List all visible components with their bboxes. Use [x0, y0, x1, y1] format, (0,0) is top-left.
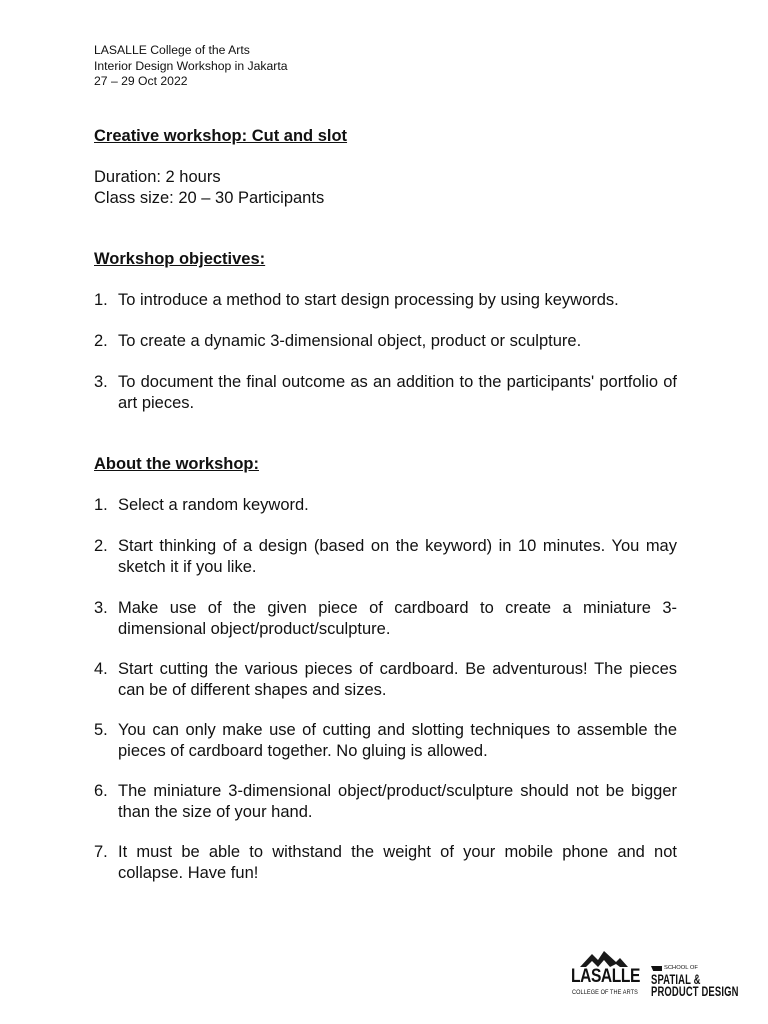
school-name-line2: PRODUCT DESIGN	[651, 984, 739, 999]
lasalle-tagline: COLLEGE OF THE ARTS	[572, 989, 638, 996]
about-item	[94, 720, 677, 761]
about-number: 4.	[94, 660, 108, 678]
header-event: Interior Design Workshop in Jakarta	[94, 58, 288, 73]
school-name-line1: SPATIAL &	[651, 972, 701, 987]
objective-item	[94, 331, 677, 352]
about-heading: About the workshop:	[94, 455, 259, 473]
about-text: Make use of the given piece of cardboard to create a miniature 3-dimensional object/product/sculpture.	[118, 599, 677, 638]
about-text: You can only make use of cutting and slotting techniques to assemble the pieces of cardboard together. No gluing is allowed.	[118, 721, 677, 760]
document-header	[94, 43, 288, 90]
about-number: 3.	[94, 599, 108, 617]
objective-number: 3.	[94, 373, 108, 391]
lasalle-wordmark: LASALLE	[571, 966, 640, 987]
objective-item	[94, 290, 677, 311]
lasalle-mountain-icon	[580, 950, 628, 967]
about-item	[94, 495, 677, 516]
objective-item	[94, 372, 677, 413]
objective-number: 1.	[94, 291, 108, 309]
header-dates: 27 – 29 Oct 2022	[94, 74, 188, 88]
about-item	[94, 781, 677, 822]
about-number: 1.	[94, 496, 108, 514]
about-number: 2.	[94, 537, 108, 555]
about-text: It must be able to withstand the weight of your mobile phone and not collapse. Have fun!	[118, 843, 677, 882]
objective-text: To introduce a method to start design processing by using keywords.	[118, 291, 619, 309]
about-item	[94, 598, 677, 639]
about-text: The miniature 3-dimensional object/product/sculpture should not be bigger than the size of your hand.	[118, 782, 677, 821]
about-number: 7.	[94, 843, 108, 861]
class-size-text: Class size: 20 – 30 Participants	[94, 189, 325, 207]
header-institution: LASALLE College of the Arts	[94, 43, 250, 57]
objective-number: 2.	[94, 332, 108, 350]
footer-logos	[571, 950, 741, 1002]
about-text: Select a random keyword.	[118, 496, 309, 514]
about-item	[94, 842, 677, 883]
school-of-label: SCHOOL OF	[664, 965, 698, 971]
about-number: 6.	[94, 782, 108, 800]
lasalle-logo	[571, 950, 640, 1000]
workshop-title: Creative workshop: Cut and slot	[94, 127, 348, 145]
about-number: 5.	[94, 721, 108, 739]
objective-text: To document the final outcome as an addition to the participants' portfolio of art pieces.	[118, 373, 677, 412]
about-text: Start cutting the various pieces of cardboard. Be adventurous! The pieces can be of different shapes and sizes.	[118, 660, 677, 699]
duration-text: Duration: 2 hours	[94, 168, 221, 186]
about-text: Start thinking of a design (based on the keyword) in 10 minutes. You may sketch it if you like.	[118, 537, 677, 576]
flag-icon	[651, 966, 662, 971]
about-item	[94, 659, 677, 700]
objectives-heading: Workshop objectives:	[94, 250, 266, 268]
about-item	[94, 536, 677, 577]
objective-text: To create a dynamic 3-dimensional object, product or sculpture.	[118, 332, 582, 350]
